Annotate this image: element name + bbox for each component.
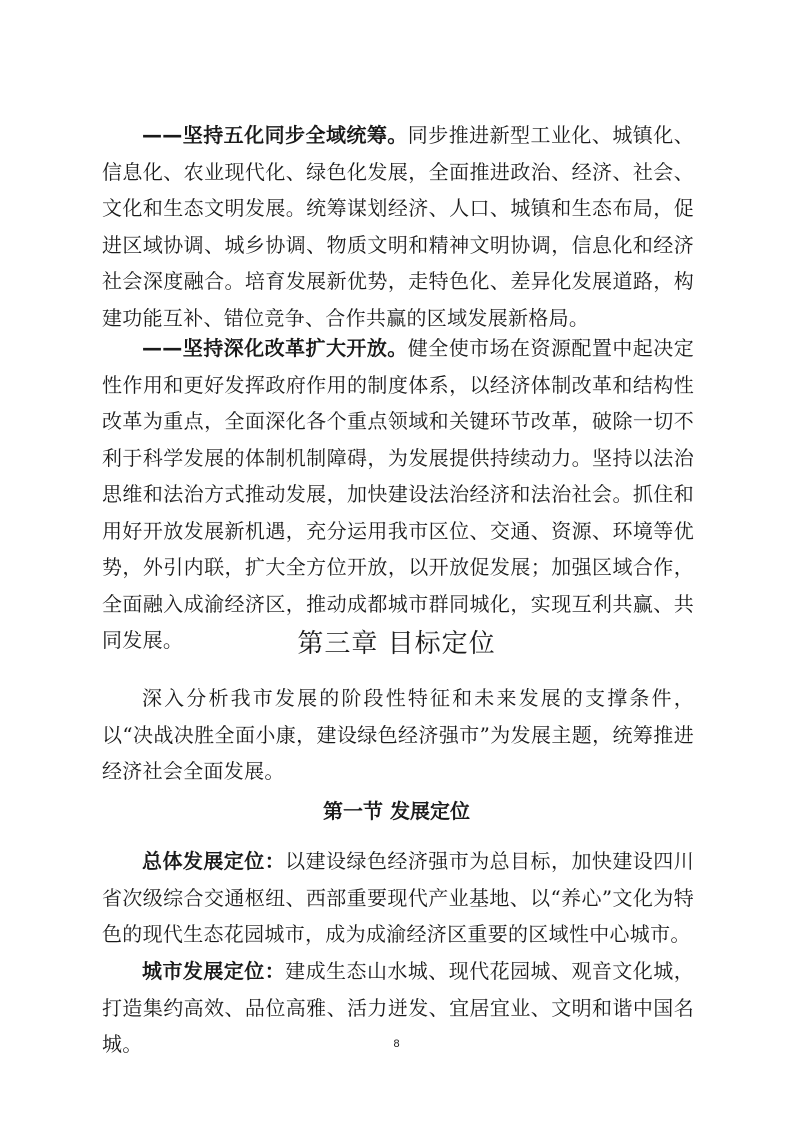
theme-highlight: 决战决胜全面小康，建设绿色经济强市 [132, 722, 480, 747]
paragraph-wuhua [102, 117, 694, 336]
paragraph-lead: ——坚持深化改革扩大开放。 [142, 336, 408, 360]
paragraph-text: 以建设绿色经济强市为总目标，加快建设四川省次级综合交通枢纽、西部重要现代产业基地、以“养心”文化为特色的现代生态花园城市，成为成渝经济区重要的区域性中心城市。 [102, 849, 694, 946]
paragraph-lead: 城市发展定位： [142, 959, 286, 983]
chapter-title: 第三章 目标定位 [297, 629, 496, 659]
paragraph-overall-position [102, 843, 694, 953]
paragraph-theme [102, 680, 694, 790]
paragraph-text: 深入分析我市发展的阶段性特征和未来发展的支撑条件，以“ [102, 686, 694, 747]
paragraph-text: ”为发展主题，统筹推进经济社会全面发展。 [102, 722, 694, 783]
section-title: 第一节 发展定位 [323, 799, 470, 823]
paragraph-lead: ——坚持五化同步全域统筹。 [142, 123, 408, 147]
paragraph-text: 健全使市场在资源配置中起决定性作用和更好发挥政府作用的制度体系，以经济体制改革和结构性改革为重点，全面深化各个重点领域和关键环节改革，破除一切不利于科学发展的体制机制障碍，为发展提供持续动力。坚持以法治思维和法治方式推动发展，加快建设法治经济和法治社会。抓住和用好开放发展新机遇，充分运用我市区位、交通、资源、环境等优势，外引内联，扩大全方位开放，以开放促发展；加强区域合作，全面融入成渝经济区，推动成都城市群同城化，实现互利共赢、共同发展。 [102, 336, 695, 652]
paragraph-text: 建成生态山水城、现代花园城、观音文化城，打造集约高效、品位高雅、活力迸发、宜居宜业、文明和谐中国名城。 [102, 959, 694, 1056]
page-number: 8 [393, 1038, 400, 1050]
paragraph-reform [102, 330, 694, 659]
paragraph-lead: 总体发展定位： [142, 849, 286, 873]
paragraph-text: 同步推进新型工业化、城镇化、信息化、农业现代化、绿色化发展，全面推进政治、经济、社会、文化和生态文明发展。统筹谋划经济、人口、城镇和生态布局，促进区域协调、城乡协调、物质文明和精神文明协调，信息化和经济社会深度融合。培育发展新优势，走特色化、差异化发展道路，构建功能互补、错位竞争、合作共赢的区域发展新格局。 [102, 123, 695, 330]
